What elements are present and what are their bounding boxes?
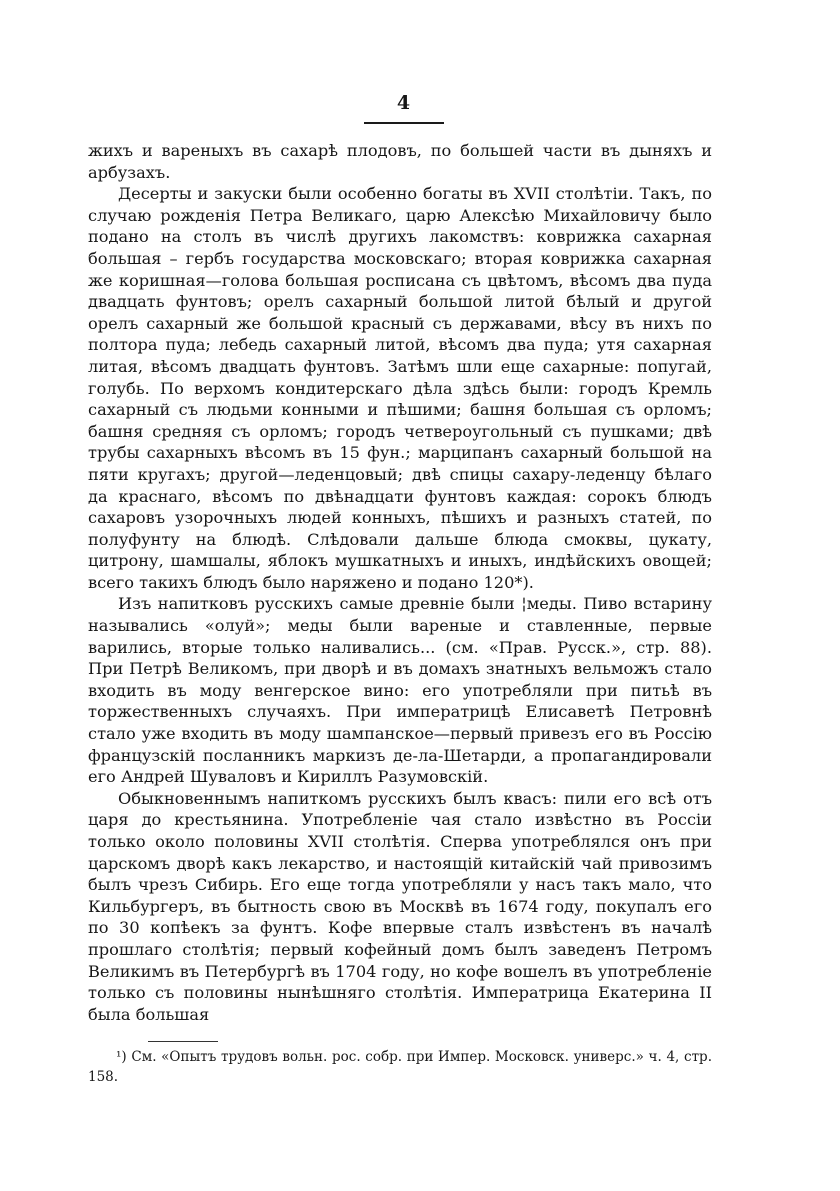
footnote-rule — [148, 1041, 218, 1042]
paragraph-continuation: жихъ и вареныхъ въ сахарѣ плодовъ, по большей части въ дыняхъ и арбузахъ. — [88, 141, 712, 182]
footnote: ¹) См. «Опытъ трудовъ вольн. рос. собр. при Импер. Московск. универс.» ч. 4, стр. 158. — [88, 1049, 712, 1085]
paragraph-desserts: Десерты и закуски были особенно богаты въ XVII столѣтіи. Такъ, по случаю рожденія Петра Великаго, царю Алексѣю Михайловичу было подано на столъ въ числѣ другихъ лакомствъ: коврижка сахарная большая – гербъ государства московскаго; вторая коврижка сахарная же коришная—голова большая росписана съ цвѣтомъ, вѣсомъ два пуда двадцать фунтовъ; орелъ сахарный большой литой бѣлый и другой орелъ сахарный же большой красный съ державами, вѣсу въ нихъ по полтора пуда; лебедь сахарный литой, вѣсомъ два пуда; утя сахарная литая, вѣсомъ двадцать фунтовъ. Затѣмъ шли еще сахарные: попугай, голубь. По верхомъ кондитерскаго дѣла здѣсь были: городъ Кремль сахарный съ людьми конными и пѣшими; башня большая съ орломъ; башня средняя съ орломъ; городъ четвероугольный съ пушками; двѣ трубы сахарныхъ вѣсомъ въ 15 фун.; марципанъ сахарный большой на пяти кругахъ; другой—леденцовый; двѣ спицы сахару-леденцу бѣлаго да краснаго, вѣсомъ по двѣнадцати фунтовъ каждая: сорокъ блюдъ сахаровъ узорочныхъ людей конныхъ, пѣшихъ и разныхъ статей, по полуфунту на блюдѣ. Слѣдовали дальше блюда смоквы, цукату, цитрону, шамшалы, яблокъ мушкатныхъ и иныхъ, индѣйскихъ овощей; всего такихъ блюдъ было наряжено и подано 120*). — [88, 184, 712, 592]
header-rule — [364, 122, 444, 124]
paragraph-kvass-tea-coffee: Обыкновеннымъ напиткомъ русскихъ былъ квасъ: пили его всѣ отъ царя до крестьянина. Употребленіе чая стало извѣстно въ Россіи только около половины XVII столѣтія. Сперва употреблялся онъ при царскомъ дворѣ какъ лекарство, и настоящій китайскій чай привозимъ былъ чрезъ Сибирь. Его еще тогда употребляли у насъ такъ мало, что Кильбургеръ, въ бытность свою въ Москвѣ въ 1674 году, покупалъ его по 30 копѣекъ за фунтъ. Кофе впервые сталъ извѣстенъ въ началѣ прошлаго столѣтія; первый кофейный домъ былъ заведенъ Петромъ Великимъ въ Петербургѣ въ 1704 году, но кофе вошелъ въ употребленіе только съ половины нынѣшняго столѣтія. Императрица Екатерина II была большая — [88, 788, 712, 1024]
body-text — [88, 140, 712, 1025]
paragraph-drinks: Изъ напитковъ русскихъ самые древніе были ¦меды. Пиво встарину назывались «олуй»; меды были вареные и ставленные, первые варились, вторые только наливались... (см. «Прав. Русск.», стр. 88). При Петрѣ Великомъ, при дворѣ и въ домахъ знатныхъ вельможъ стало входить въ моду венгерское вино: его употребляли при питьѣ въ торжественныхъ случаяхъ. При императрицѣ Елисаветѣ Петровнѣ стало уже входить въ моду шампанское—первый привезъ его въ Россію французскій посланникъ маркизъ де-ла-Шетарди, а пропагандировали его Андрей Шуваловъ и Кириллъ Разумовскій. — [88, 594, 712, 787]
page-number: 4 — [396, 92, 412, 114]
